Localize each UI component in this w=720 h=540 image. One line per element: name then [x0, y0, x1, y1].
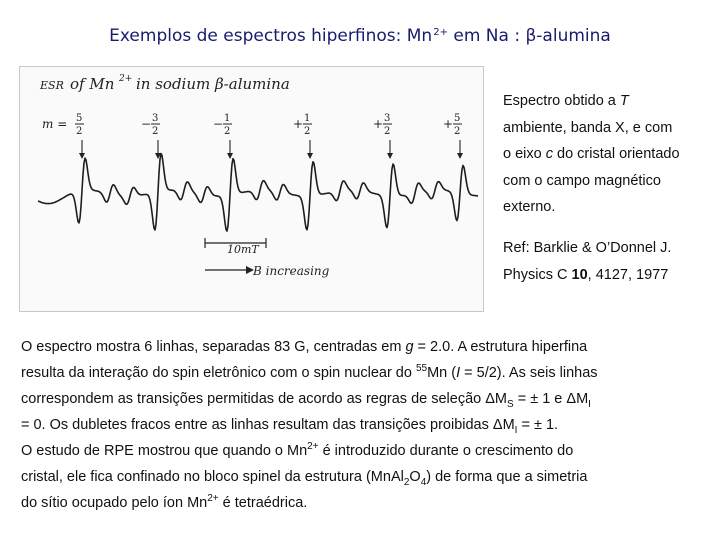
body-line-2: resulta da interação do spin eletrônico com o spin nuclear do $^{55}$Mn (I = 5/2). As seis linhas	[21, 363, 598, 381]
reference	[503, 235, 718, 288]
m-value-3	[213, 113, 232, 137]
m-value-denominator: 2	[384, 126, 391, 137]
body-line-6: cristal, ele fica confinado no bloco spinel da estrutura $(MnAl_2O_4)$ de forma que a simetria	[21, 469, 588, 488]
title-text: Exemplos de espectros hiperfinos: Mn	[109, 26, 433, 46]
down-arrow-icon	[227, 140, 233, 159]
figure-heading-sup: 2+	[119, 74, 133, 84]
down-arrow-icon	[387, 140, 393, 159]
m-value-2	[141, 113, 160, 137]
title-superscript: 2+	[433, 27, 448, 38]
down-arrow-icon	[307, 140, 313, 159]
figure-caption	[503, 88, 718, 221]
m-value-numerator: 5	[454, 113, 461, 124]
m-value-numerator: 1	[304, 113, 311, 124]
body-text	[21, 334, 711, 516]
caption-line-5: externo.	[503, 199, 556, 215]
m-value-1	[75, 113, 84, 137]
spectrum-trace	[38, 154, 478, 232]
esr-spectrum-svg	[20, 67, 483, 311]
m-value-labels	[75, 113, 462, 137]
m-value-sign: +	[443, 117, 454, 131]
field-label: B increasing	[253, 264, 330, 278]
caption-line-3: o eixo c do cristal orientado	[503, 146, 680, 162]
m-value-5	[373, 113, 392, 137]
figure-heading-of: of Mn	[70, 75, 115, 93]
m-value-denominator: 2	[454, 126, 461, 137]
body-line-4: = 0. Os dubletes fracos entre as linhas resultam das transições proibidas $\Delta M_I$ = ± 1.	[21, 417, 559, 436]
m-value-denominator: 2	[152, 126, 159, 137]
body-line-5: O estudo de RPE mostrou que quando o $Mn^{2+}$ é introduzido durante o crescimento do	[21, 441, 574, 459]
caption-line-4: com o campo magnético	[503, 172, 661, 189]
m-value-6	[443, 113, 462, 137]
reference-line-1: Ref: Barklie & O’Donnel J.	[503, 240, 672, 256]
slide-title	[0, 26, 720, 46]
down-arrow-icon	[79, 140, 85, 159]
body-line-3: correspondem as transições permitidas de acordo as regras de seleção $\Delta M_S$ = ± 1 e $\Delta M_I$	[21, 391, 591, 410]
m-value-4	[293, 113, 312, 137]
figure-heading-esr: ESR	[40, 79, 64, 92]
scale-bar-label: 10mT	[227, 243, 259, 256]
m-label: m =	[42, 117, 68, 131]
m-value-denominator: 2	[224, 126, 231, 137]
m-value-numerator: 3	[152, 113, 159, 124]
m-value-denominator: 2	[304, 126, 311, 137]
m-value-sign: −	[213, 117, 224, 131]
m-value-numerator: 3	[384, 113, 391, 124]
caption-line-2: ambiente, banda X, e com	[503, 119, 673, 136]
title-text-suffix: em Na : β-alumina	[447, 26, 611, 46]
reference-line-2: Physics C 10, 4127, 1977	[503, 266, 669, 283]
body-line-1: O espectro mostra 6 linhas, separadas 83 G, centradas em g = 2.0. A estrutura hiperfina	[21, 339, 588, 355]
caption-line-1: Espectro obtido a T	[503, 93, 629, 109]
m-value-denominator: 2	[76, 126, 83, 137]
m-value-arrows	[79, 140, 463, 159]
m-value-sign: −	[141, 117, 152, 131]
m-value-numerator: 5	[76, 113, 83, 124]
body-line-7: do sítio ocupado pelo íon $Mn^{2+}$ é tetraédrica.	[21, 493, 308, 511]
figure-heading-rest: in sodium β-alumina	[136, 75, 290, 93]
m-value-sign: +	[373, 117, 384, 131]
esr-spectrum-figure	[19, 66, 484, 312]
m-value-sign: +	[293, 117, 304, 131]
m-value-numerator: 1	[224, 113, 231, 124]
down-arrow-icon	[457, 140, 463, 159]
